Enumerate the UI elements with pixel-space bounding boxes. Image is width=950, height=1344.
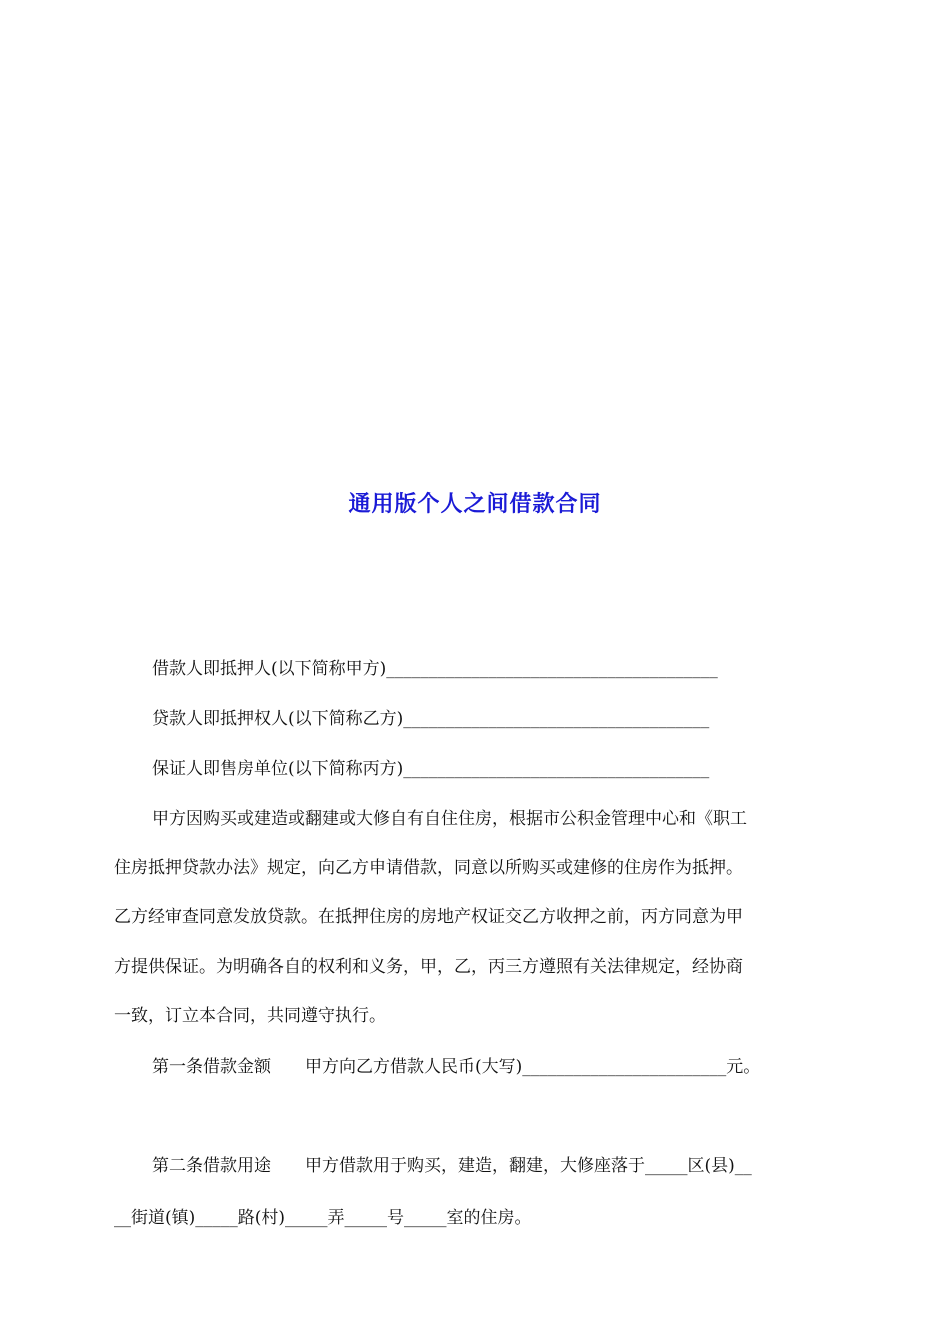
party-guarantor-line: 保证人即售房单位(以下简称丙方)____________________________________ xyxy=(152,759,710,779)
preamble-line: 住房抵押贷款办法》规定，向乙方申请借款，同意以所购买或建修的住房作为抵押。 xyxy=(114,858,743,878)
article-2-purpose-continued: __街道(镇)_____路(村)_____弄_____号_____室的住房。 xyxy=(114,1208,532,1228)
preamble-line: 方提供保证。为明确各自的权利和义务，甲，乙，丙三方遵照有关法律规定，经协商 xyxy=(114,957,743,977)
document-title: 通用版个人之间借款合同 xyxy=(348,491,602,517)
article-1-amount: 第一条借款金额 甲方向乙方借款人民币(大写)________________________元。 xyxy=(152,1057,761,1077)
preamble-line: 一致，订立本合同，共同遵守执行。 xyxy=(114,1006,386,1026)
party-lender-line: 贷款人即抵押权人(以下简称乙方)____________________________________ xyxy=(152,709,710,729)
party-borrower-line: 借款人即抵押人(以下简称甲方)_______________________________________ xyxy=(152,659,718,679)
preamble-line: 甲方因购买或建造或翻建或大修自有自住住房，根据市公积金管理中心和《职工 xyxy=(152,809,747,829)
preamble-line: 乙方经审查同意发放贷款。在抵押住房的房地产权证交乙方收押之前，丙方同意为甲 xyxy=(114,907,743,927)
article-2-purpose: 第二条借款用途 甲方借款用于购买，建造，翻建，大修座落于_____区(县)__ xyxy=(152,1156,752,1176)
